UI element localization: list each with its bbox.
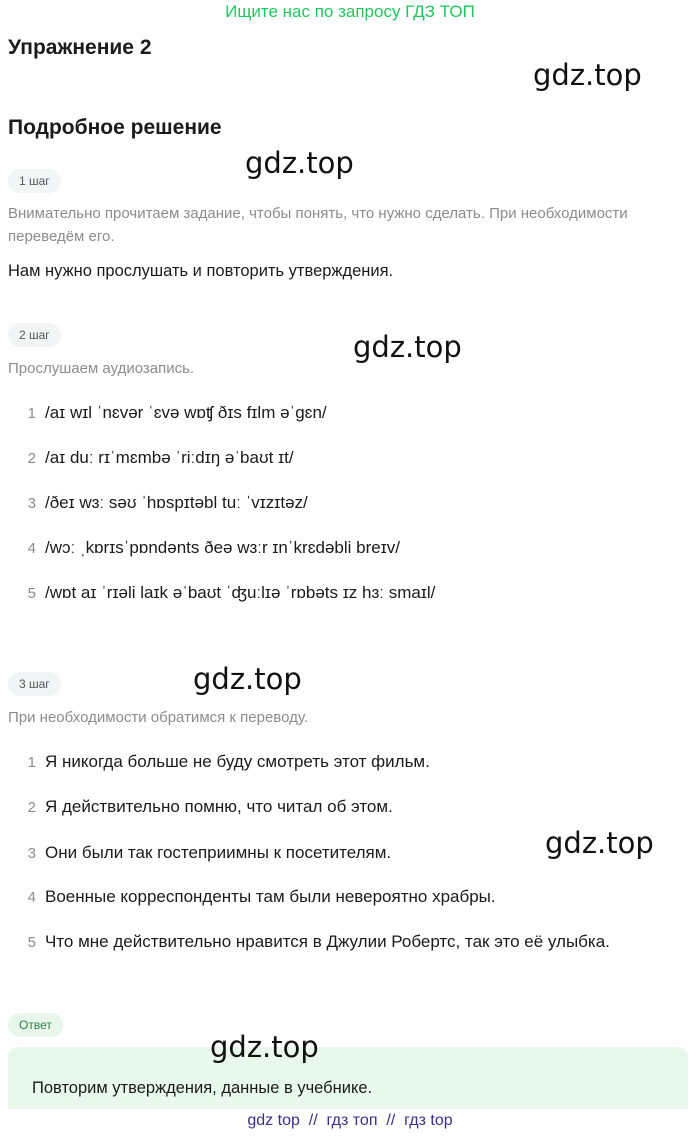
list-item-number: 1 <box>27 754 36 771</box>
translation-line: Что мне действительно нравится в Джулии Робертс, так это её улыбка. <box>45 932 610 951</box>
list-item-number: 5 <box>27 585 36 602</box>
list-item-number: 2 <box>27 799 36 816</box>
watermark: gdz.top <box>245 146 354 180</box>
step-1-text: Нам нужно прослушать и повторить утверждения. <box>8 262 394 280</box>
translation-line: Я действительно помню, что читал об этом. <box>45 797 393 816</box>
transcription-line: /aɪ wɪl ˈnɛvər ˈɛvə wɒʧ ðɪs fɪlm əˈgɛn/ <box>45 403 327 422</box>
transcription-line: /aɪ duː rɪˈmɛmbə ˈriːdɪŋ əˈbaʊt ɪt/ <box>45 448 294 467</box>
watermark: gdz.top <box>193 662 302 696</box>
list-item-number: 4 <box>27 889 36 906</box>
watermark: gdz.top <box>533 58 642 92</box>
search-banner: Ищите нас по запросу ГДЗ ТОП <box>225 2 475 21</box>
translation-line: Военные корреспонденты там были невероятно храбры. <box>45 887 496 906</box>
watermark: gdz.top <box>545 826 654 860</box>
answer-badge: Ответ <box>8 1013 63 1037</box>
translation-line: Я никогда больше не буду смотреть этот фильм. <box>45 752 430 771</box>
list-item-number: 2 <box>27 450 36 467</box>
step-2-badge: 2 шаг <box>8 323 61 347</box>
list-item-number: 3 <box>27 845 36 862</box>
step-3-badge: 3 шаг <box>8 672 61 696</box>
transcription-line: /wɒt aɪ ˈrɪəli laɪk əˈbaʊt ˈʤuːlɪə ˈrɒbəts ɪz hɜː smaɪl/ <box>45 583 436 602</box>
watermark: gdz.top <box>353 330 462 364</box>
solution-title: Подробное решение <box>8 116 222 139</box>
list-item-number: 1 <box>27 405 36 422</box>
step-2-hint: Прослушаем аудиозапись. <box>8 360 195 377</box>
answer-box <box>8 1047 688 1109</box>
step-1-hint: Внимательно прочитаем задание, чтобы понять, что нужно сделать. При необходимости переведём его. <box>8 205 628 245</box>
step-3-hint: При необходимости обратимся к переводу. <box>8 709 309 726</box>
step-1-badge: 1 шаг <box>8 169 61 193</box>
translation-line: Они были так гостеприимны к посетителям. <box>45 843 392 862</box>
answer-text: Повторим утверждения, данные в учебнике. <box>32 1079 373 1097</box>
exercise-title: Упражнение 2 <box>8 36 152 59</box>
transcription-line: /wɔː ˌkɒrɪsˈpɒndənts ðeə wɜːr ɪnˈkrɛdəbli breɪv/ <box>45 538 400 557</box>
list-item-number: 3 <box>27 495 36 512</box>
footer-links: gdz top // гдз топ // гдз top <box>247 1112 453 1129</box>
list-item-number: 5 <box>27 934 36 951</box>
transcription-line: /ðeɪ wɜː səʊ ˈhɒspɪtəbl tuː ˈvɪzɪtəz/ <box>45 493 308 512</box>
watermark: gdz.top <box>210 1030 319 1064</box>
list-item-number: 4 <box>27 540 36 557</box>
